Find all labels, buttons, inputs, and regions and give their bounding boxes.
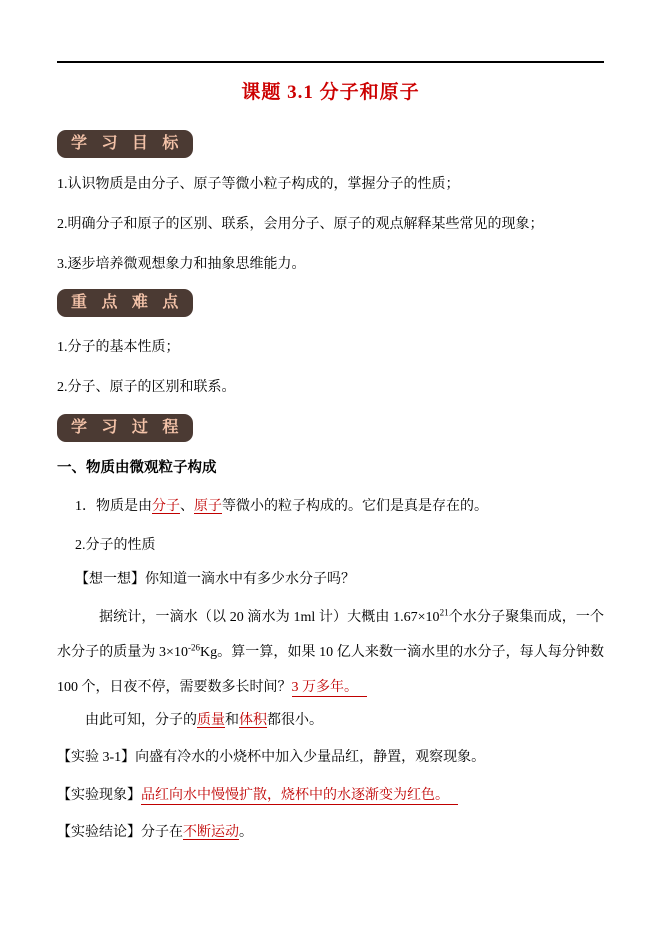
material-item-mid: 、 bbox=[180, 499, 194, 514]
material-composition-item bbox=[57, 497, 604, 517]
top-rule bbox=[57, 61, 604, 63]
objective-item-3: 3.逐步培养微观想象力和抽象思维能力。 bbox=[57, 257, 306, 272]
volume-link: 体积 bbox=[239, 713, 267, 728]
section-heading: 一、物质由微观粒子构成 bbox=[57, 460, 217, 476]
small-conclusion-mid: 和 bbox=[225, 713, 239, 728]
conclusion-post: 。 bbox=[239, 825, 253, 840]
objective-item-2: 2.明确分子和原子的区别、联系，会用分子、原子的观点解释某些常见的现象； bbox=[57, 217, 544, 232]
small-conclusion-pre: 由此可知，分子的 bbox=[85, 713, 197, 728]
experiment-3-1: 【实验 3-1】向盛有冷水的小烧杯中加入少量品红，静置，观察现象。 bbox=[57, 750, 486, 765]
badge-key-points: 重 点 难 点 bbox=[57, 289, 193, 317]
experiment-conclusion bbox=[57, 823, 604, 843]
stats-exponent-1: 21 bbox=[439, 607, 449, 618]
phenomenon-answer: 品红向水中慢慢扩散，烧杯中的水逐渐变为红色。 bbox=[141, 788, 458, 805]
key-point-item-1: 1.分子的基本性质； bbox=[57, 340, 180, 355]
stats-seg1: 据统计，一滴水（以 20 滴水为 1ml 计）大概由 1.67×10 bbox=[99, 610, 440, 625]
think-question: 【想一想】你知道一滴水中有多少水分子吗？ bbox=[75, 572, 355, 587]
small-conclusion bbox=[57, 711, 604, 731]
stats-answer: 3 万多年。 bbox=[292, 680, 368, 697]
phenomenon-label: 【实验现象】 bbox=[57, 788, 141, 803]
conclusion-label: 【实验结论】 bbox=[57, 825, 141, 840]
stats-exponent-2: -26 bbox=[187, 642, 200, 653]
stats-seg2: 个水分子聚集而成，一个水分子的质量为 3×10 bbox=[57, 610, 604, 660]
badge-learning-process: 学 习 过 程 bbox=[57, 414, 193, 442]
page-title: 课题 3.1 分子和原子 bbox=[241, 82, 420, 103]
key-point-item-2: 2.分子、原子的区别和联系。 bbox=[57, 380, 236, 395]
stats-paragraph bbox=[57, 600, 604, 705]
conclusion-pre: 分子在 bbox=[141, 825, 183, 840]
badge-learning-objectives: 学 习 目 标 bbox=[57, 130, 193, 158]
molecule-properties-item: 2.分子的性质 bbox=[75, 538, 156, 553]
document-content bbox=[57, 0, 604, 843]
molecule-link: 分子 bbox=[152, 499, 180, 514]
material-item-post: 等微小的粒子构成的。它们是真是存在的。 bbox=[222, 499, 488, 514]
experiment-phenomenon bbox=[57, 786, 604, 806]
stats-seg3: Kg。算一算，如果 10 亿人来数一滴水里的水分子，每人每分钟数 100 个，日夜不停，需要数多长时间？ bbox=[57, 645, 604, 695]
conclusion-answer: 不断运动 bbox=[183, 825, 239, 840]
mass-link: 质量 bbox=[197, 713, 225, 728]
objective-item-1: 1.认识物质是由分子、原子等微小粒子构成的，掌握分子的性质； bbox=[57, 177, 460, 192]
atom-link: 原子 bbox=[194, 499, 222, 514]
material-item-pre: 1．物质是由 bbox=[75, 499, 152, 514]
small-conclusion-post: 都很小。 bbox=[267, 713, 323, 728]
